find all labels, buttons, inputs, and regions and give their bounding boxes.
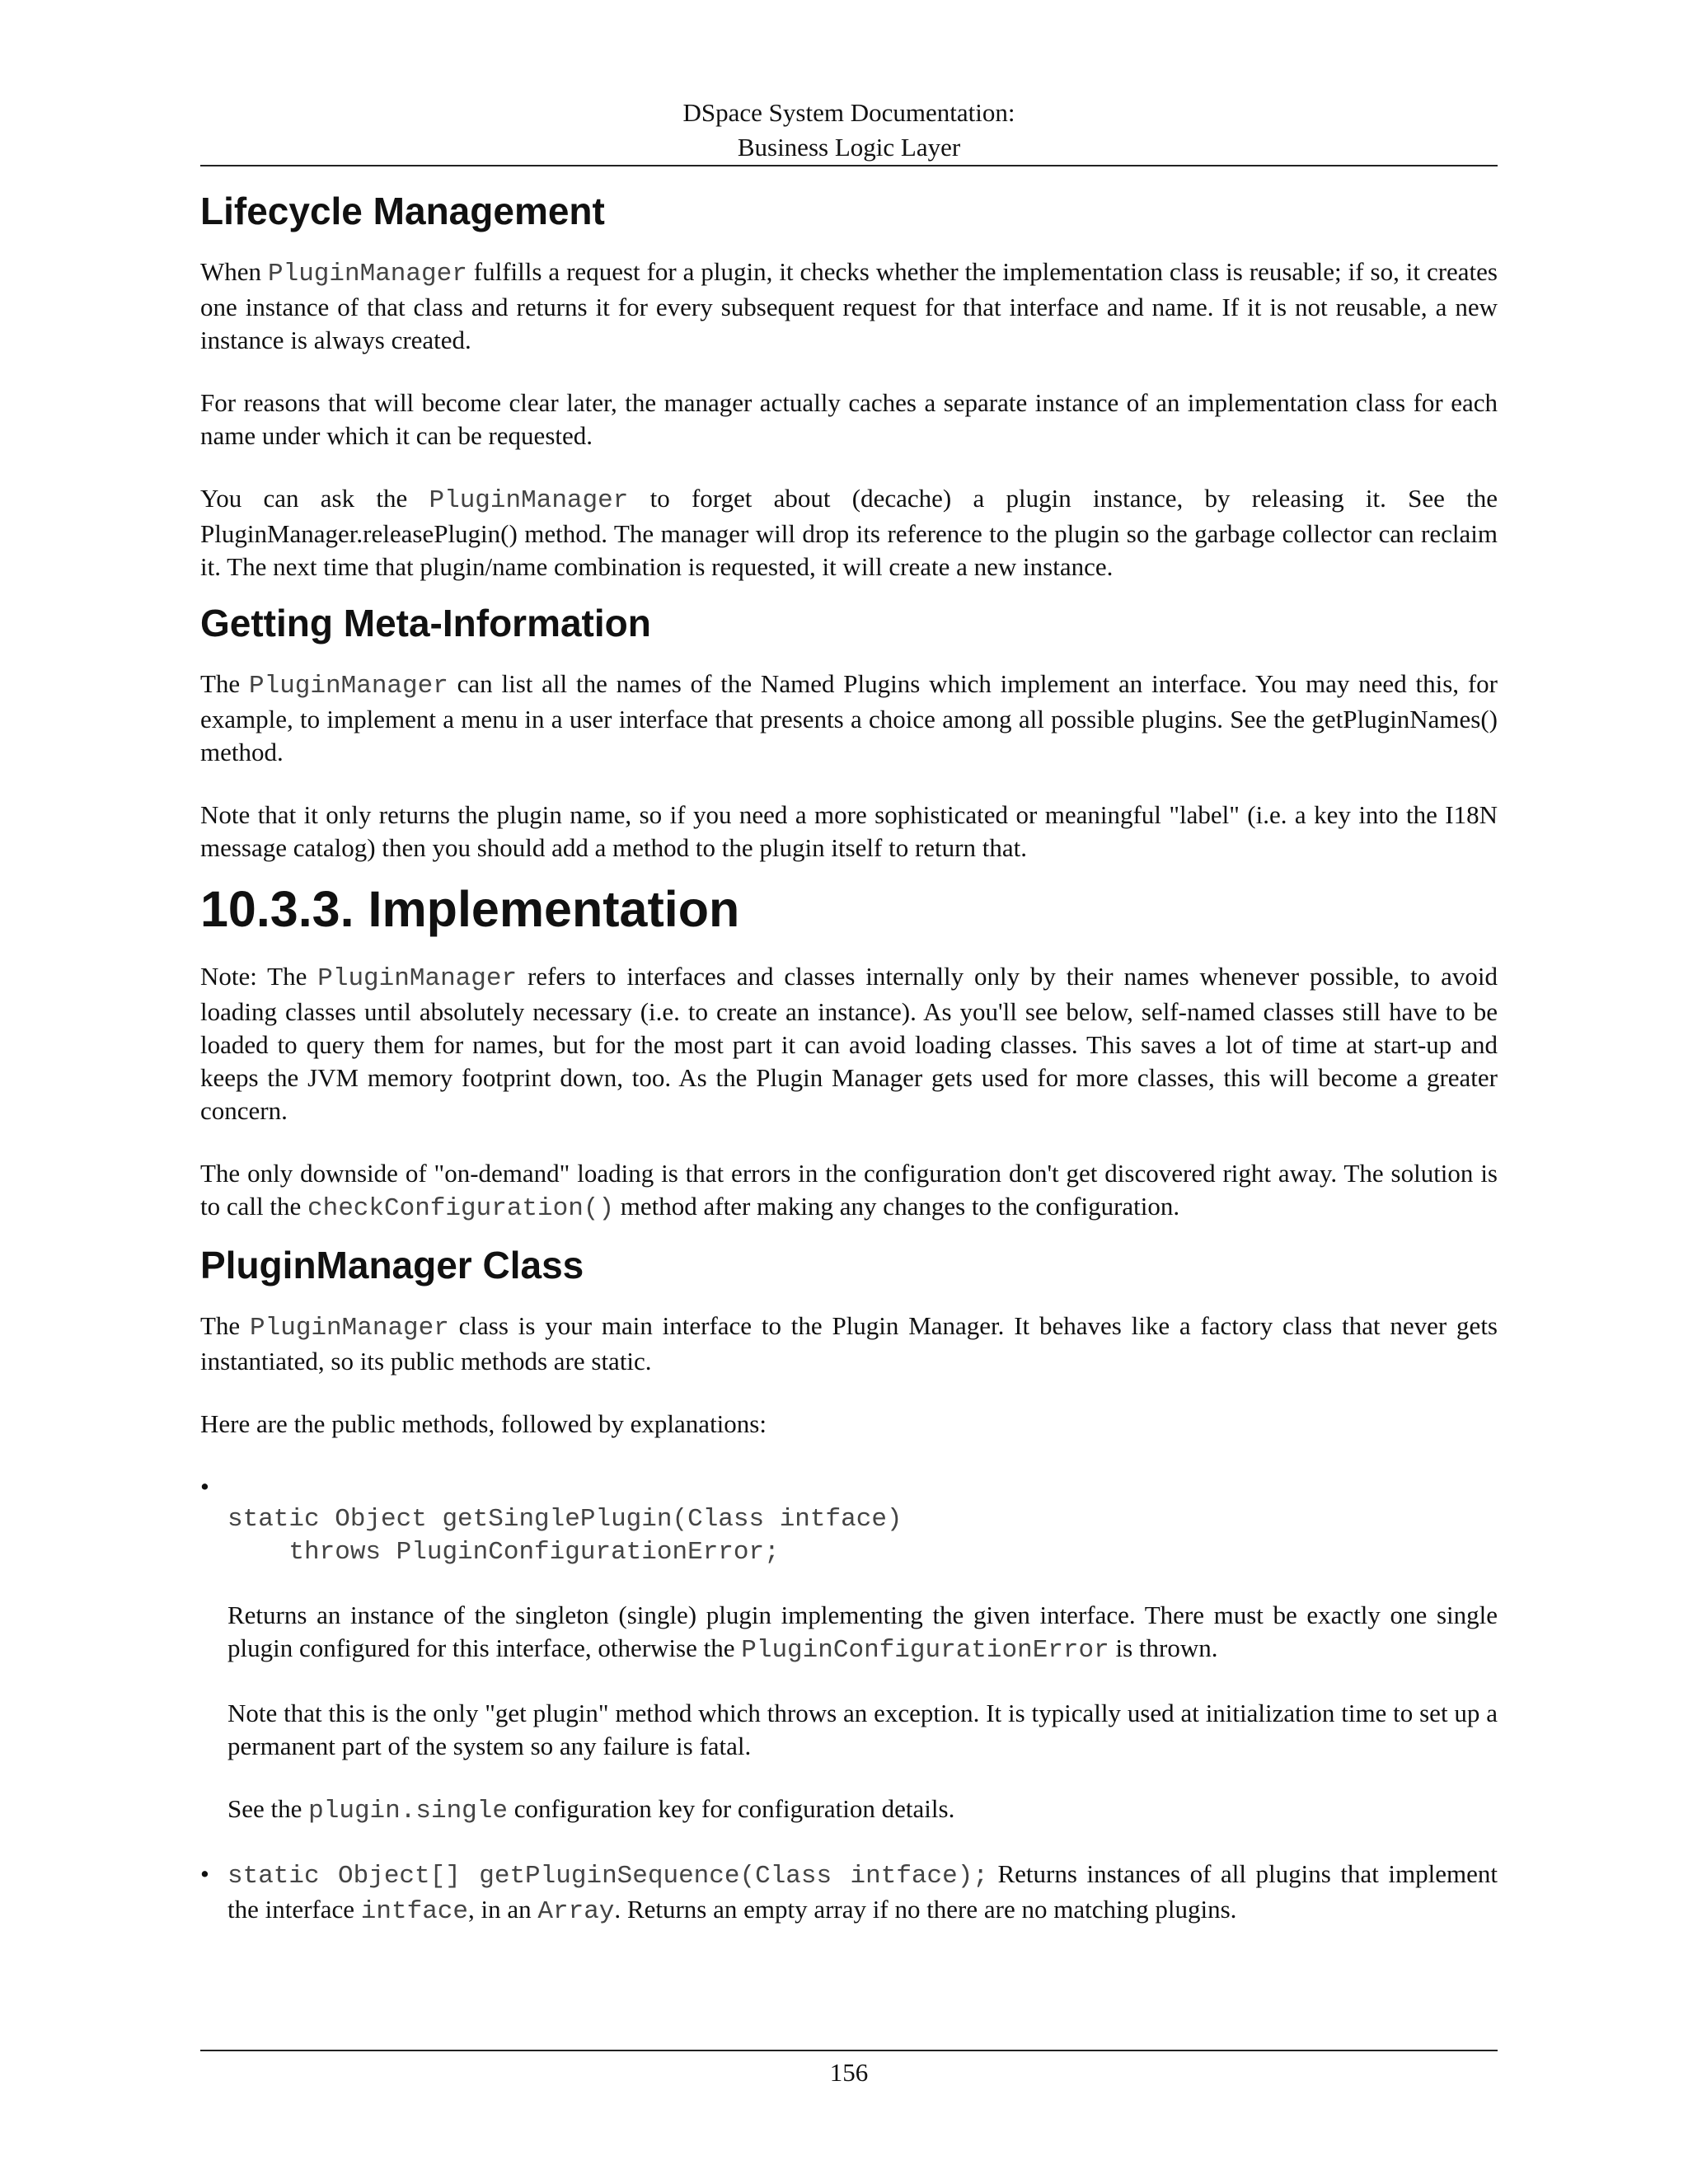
text: The — [200, 669, 249, 698]
code-inline: checkConfiguration() — [307, 1194, 615, 1223]
text: When — [200, 257, 268, 286]
header-divider — [200, 165, 1498, 166]
bullet: • — [200, 1859, 209, 1888]
code-inline: PluginManager — [317, 964, 518, 993]
running-header — [200, 96, 1498, 165]
text: , in an — [468, 1895, 538, 1924]
document-page — [200, 0, 1498, 2184]
text: refers to interfaces and classes internally only by their names whenever possible, to avoid loading classes until absolutely necessary (i.e. to create an instance). As you'll see below, self-named classes still have to be loaded to query them for names, but for the most part it can avoid loading classes. This saves a lot of time at start-up and keeps the JVM memory footprint down, too. As the Plugin Manager gets used for more classes, this will become a greater concern. — [200, 962, 1498, 1125]
page-number: 156 — [829, 2058, 869, 2087]
header-line-2: Business Logic Layer — [737, 133, 961, 162]
code-inline: intface — [360, 1897, 469, 1926]
code-inline: PluginManager — [249, 672, 448, 701]
text: The — [200, 1311, 251, 1340]
paragraph — [200, 255, 1498, 357]
paragraph — [200, 668, 1498, 769]
text: You can ask the — [200, 484, 429, 513]
paragraph: Here are the public methods, followed by explanations: — [200, 1409, 767, 1438]
text: fulfills a request for a plugin, it checks whether the implementation class is reusable; if so, it creates one instance of that class and returns it for every subsequent request for that interface and name. If it is not reusable, a new instance is always created. — [200, 257, 1498, 354]
text: can list all the names of the Named Plugins which implement an interface. You may need this, for example, to implement a menu in a user interface that presents a choice among all possible plugins. See the getPluginNames() method. — [200, 669, 1498, 766]
code-block: static Object getSinglePlugin(Class intface) throws PluginConfigurationError; — [227, 1505, 903, 1567]
text: method after making any changes to the configuration. — [614, 1192, 1180, 1221]
header-line-1: DSpace System Documentation: — [682, 98, 1015, 127]
text: class is your main interface to the Plugin Manager. It behaves like a factory class that never gets instantiated, so its public methods are static. — [200, 1311, 1498, 1376]
code-inline: PluginManager — [429, 486, 629, 515]
paragraph: Note that it only returns the plugin name, so if you need a more sophisticated or meaningful "label" (i.e. a key into the I18N message catalog) then you should add a method to the plugin itself to return that. — [200, 800, 1498, 862]
text: The only downside of "on-demand" loading is that errors in the configuration don't get discovered right away. The solution is to call the — [200, 1159, 1498, 1221]
page-content — [200, 186, 1498, 1929]
footer-divider — [200, 2050, 1498, 2051]
paragraph: For reasons that will become clear later, the manager actually caches a separate instance of an implementation class for each name under which it can be requested. — [200, 388, 1498, 450]
heading-getting-meta-information: Getting Meta-Information — [200, 602, 651, 644]
code-inline: plugin.single — [308, 1797, 508, 1825]
paragraph — [227, 1858, 1498, 1929]
text: Note: The — [200, 962, 318, 991]
list-item — [200, 1470, 1498, 1828]
text: See the — [227, 1794, 309, 1823]
paragraph — [227, 1793, 1498, 1828]
code-inline: static Object[] getPluginSequence(Class intface); — [227, 1862, 988, 1891]
code-inline: Array — [537, 1897, 615, 1926]
code-inline: PluginManager — [267, 260, 467, 288]
paragraph — [227, 1599, 1498, 1667]
text: . Returns an empty array if no there are no matching plugins. — [614, 1895, 1237, 1924]
heading-lifecycle-management: Lifecycle Management — [200, 190, 605, 232]
text: Returns instances of all plugins that implement the interface — [227, 1859, 1498, 1924]
bullet: • — [200, 1472, 209, 1501]
paragraph — [200, 482, 1498, 583]
code-inline: PluginConfigurationError — [741, 1636, 1109, 1665]
method-list — [200, 1470, 1498, 1929]
list-item — [200, 1858, 1498, 1929]
code-inline: PluginManager — [250, 1314, 449, 1343]
text: configuration key for configuration details. — [507, 1794, 955, 1823]
heading-implementation: 10.3.3. Implementation — [200, 881, 740, 937]
text: Returns an instance of the singleton (single) plugin implementing the given interface. There must be exactly one single plugin configured for this interface, otherwise the — [227, 1601, 1498, 1662]
heading-pluginmanager-class: PluginManager Class — [200, 1244, 584, 1286]
paragraph — [200, 1310, 1498, 1378]
paragraph: Note that this is the only "get plugin" method which throws an exception. It is typically used at initialization time to set up a permanent part of the system so any failure is fatal. — [227, 1699, 1498, 1760]
paragraph — [200, 1157, 1498, 1226]
text: to forget about (decache) a plugin instance, by releasing it. See the PluginManager.releasePlugin() method. The manager will drop its reference to the plugin so the garbage collector can reclaim it. The next time that plugin/name combination is requested, it will create a new instance. — [200, 484, 1498, 581]
text: is thrown. — [1109, 1633, 1218, 1662]
paragraph — [200, 960, 1498, 1127]
